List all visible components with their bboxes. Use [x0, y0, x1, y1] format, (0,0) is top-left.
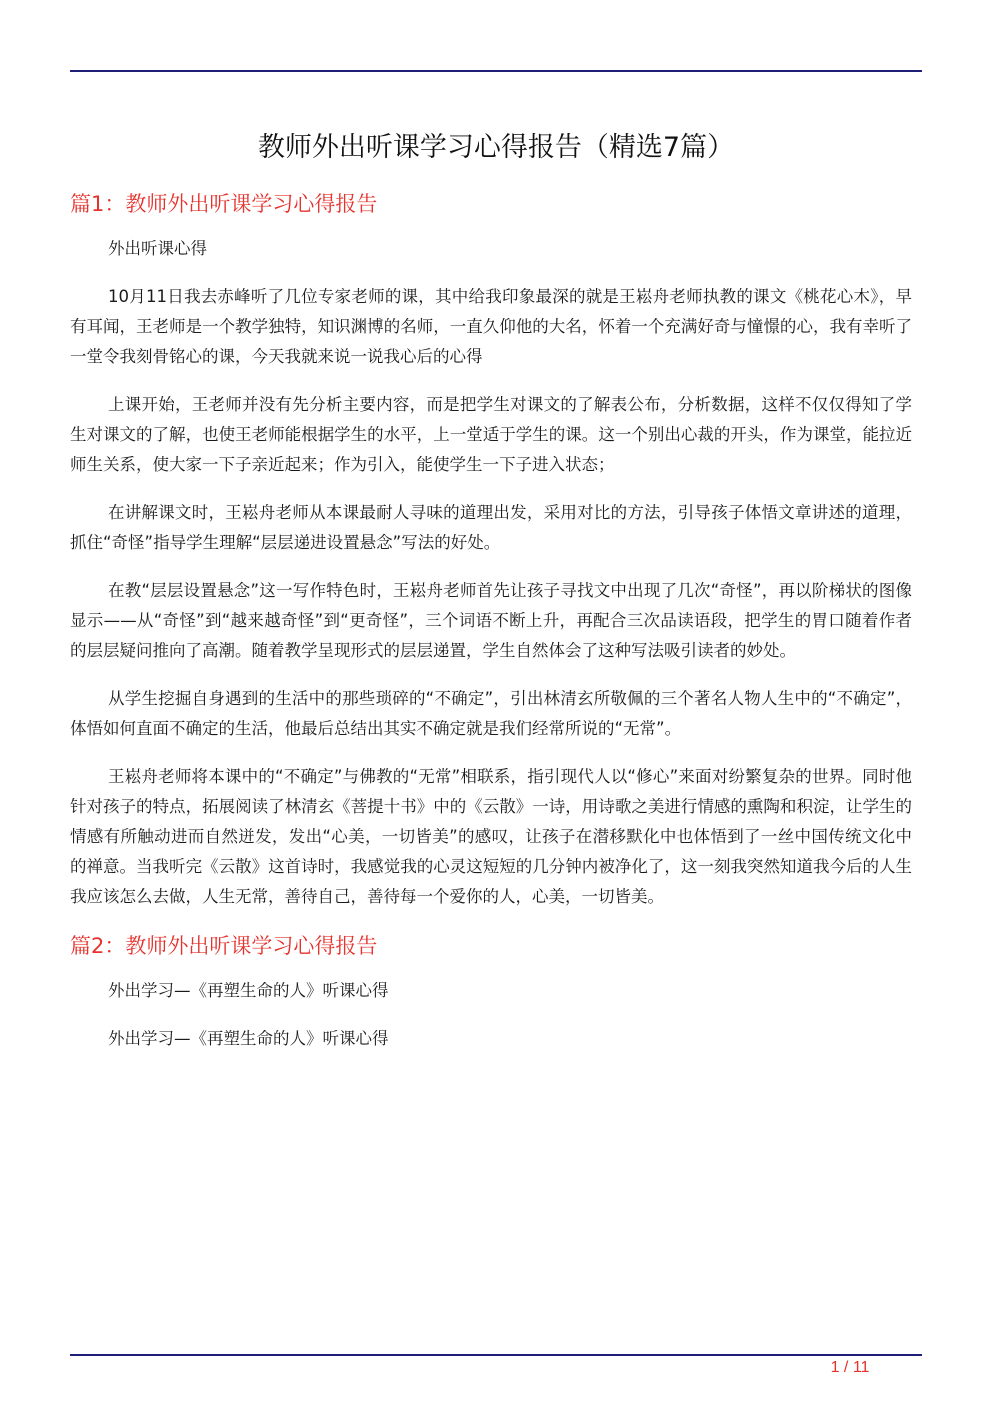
paragraph: 在讲解课文时，王崧舟老师从本课最耐人寻味的道理出发，采用对比的方法，引导孩子体悟文章讲述的道理，抓住“奇怪”指导学生理解“层层递进设置悬念”写法的好处。 [70, 503, 912, 552]
section-heading-2: 篇2：教师外出听课学习心得报告 [70, 934, 378, 958]
paragraph: 从学生挖掘自身遇到的生活中的那些琐碎的“不确定”，引出林清玄所敬佩的三个著名人物人生中的“不确定”，体悟如何直面不确定的生活，他最后总结出其实不确定就是我们经常所说的“无常”。 [70, 689, 912, 738]
page-number: 1 / 11 [830, 1359, 870, 1376]
paragraph: 10月11日我去赤峰听了几位专家老师的课，其中给我印象最深的就是王崧舟老师执教的课文《桃花心木》，早有耳闻，王老师是一个教学独特，知识渊博的名师，一直久仰他的大名，怀着一个充满好奇与憧憬的心，我有幸听了一堂令我刻骨铭心的课，今天我就来说一说我心后的心得 [70, 287, 912, 366]
paragraph: 王崧舟老师将本课中的“不确定”与佛教的“无常”相联系，指引现代人以“修心”来面对纷繁复杂的世界。同时他针对孩子的特点，拓展阅读了林清玄《菩提十书》中的《云散》一诗，用诗歌之美进行情感的熏陶和积淀，让学生的情感有所触动进而自然迸发，发出“心美，一切皆美”的感叹，让孩子在潜移默化中也体悟到了一丝中国传统文化中的禅意。当我听完《云散》这首诗时，我感觉我的心灵这短短的几分钟内被净化了，这一刻我突然知道我今后的人生我应该怎么去做，人生无常，善待自己，善待每一个爱你的人，心美，一切皆美。 [70, 767, 912, 906]
paragraph: 在教“层层设置悬念”这一写作特色时，王崧舟老师首先让孩子寻找文中出现了几次“奇怪”，再以阶梯状的图像显示——从“奇怪”到“越来越奇怪”到“更奇怪”，三个词语不断上升，再配合三次品读语段，把学生的胃口随着作者的层层疑问推向了高潮。随着教学呈现形式的层层递置，学生自然体会了这种写法吸引读者的妙处。 [70, 581, 912, 660]
footer-rule [70, 1354, 922, 1356]
paragraph-subtitle: 外出学习—《再塑生命的人》听课心得 [108, 1029, 389, 1048]
document-body [70, 188, 912, 1072]
section-heading-1: 篇1：教师外出听课学习心得报告 [70, 192, 378, 216]
document-title: 教师外出听课学习心得报告（精选7篇） [257, 132, 735, 163]
paragraph-subtitle: 外出学习—《再塑生命的人》听课心得 [108, 981, 389, 1000]
paragraph: 上课开始，王老师并没有先分析主要内容，而是把学生对课文的了解表公布，分析数据，这样不仅仅得知了学生对课文的了解，也使王老师能根据学生的水平，上一堂适于学生的课。这一个别出心裁的开头，作为课堂，能拉近师生关系，使大家一下子亲近起来；作为引入，能使学生一下子进入状态； [70, 395, 912, 474]
paragraph-subtitle: 外出听课心得 [108, 239, 207, 258]
header-rule [70, 70, 922, 72]
